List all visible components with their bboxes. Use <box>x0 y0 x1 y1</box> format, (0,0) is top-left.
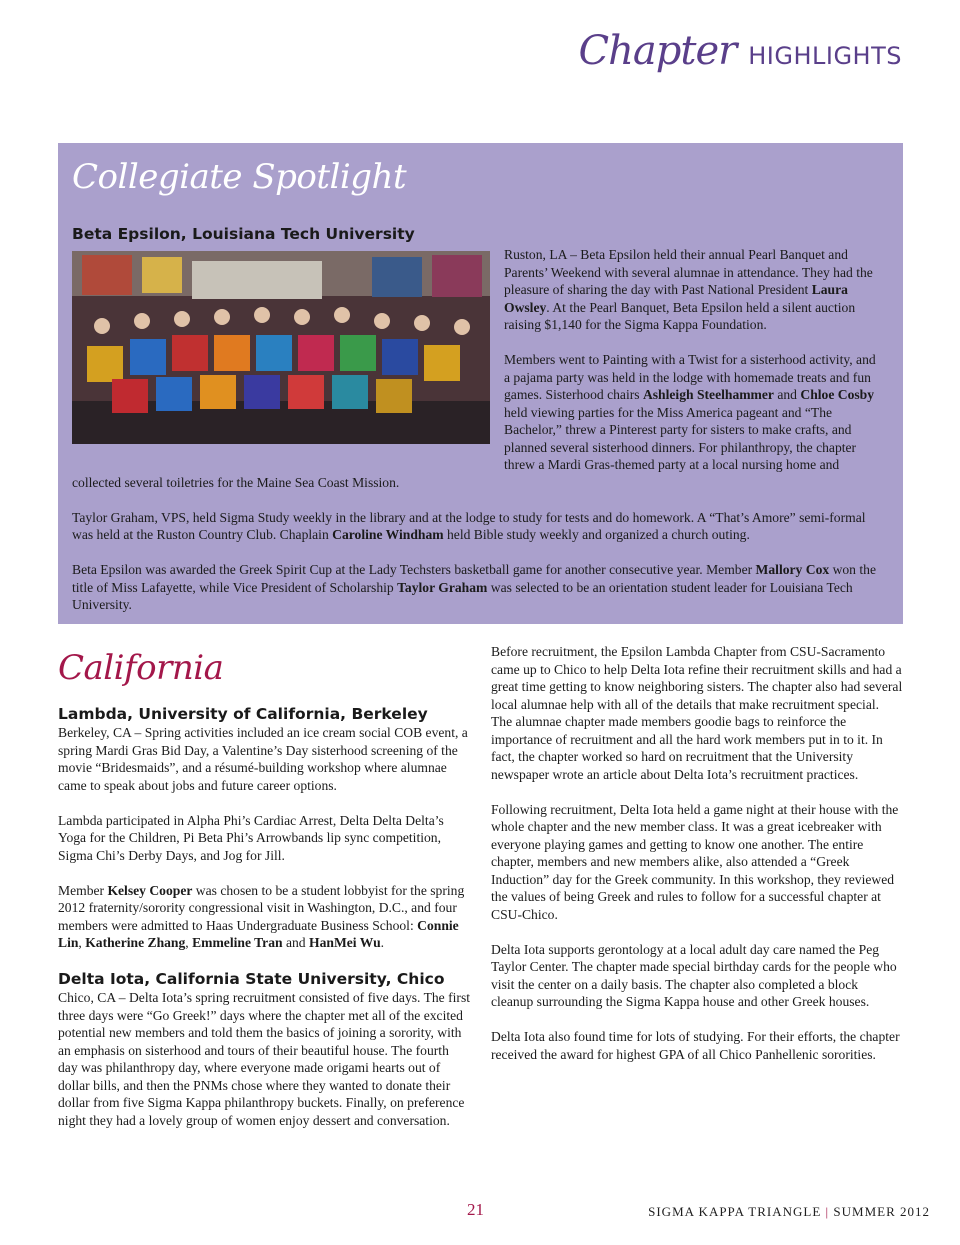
bold-name: Katherine Zhang <box>85 935 186 950</box>
page-header <box>579 28 902 74</box>
text-run: . At the Pearl Banquet, Beta Epsilon held a silent auction raising $1,140 for the Sigma Kappa Foundation. <box>504 299 856 332</box>
spotlight-paragraph-4 <box>72 561 882 614</box>
spotlight-paragraph-3 <box>72 509 882 544</box>
text-run: and <box>773 387 801 402</box>
header-caps-word: HIGHLIGHTS <box>748 42 902 70</box>
text-run: . <box>380 935 385 950</box>
lambda-paragraph-3 <box>58 882 470 952</box>
bold-name: Emmeline Tran <box>192 935 283 950</box>
delta-iota-paragraph-2: Before recruitment, the Epsilon Lambda Chapter from CSU-Sacramento came up to Chico to help Delta Iota refine their recruitment skills and had a great time getting to know neighboring sisters. The chapter also had several local alumnae help with all of the details that make recruitment special. The alumnae chapter made members goodie bags to reinforce the importance of recruitment and all the hard work members put in to it. In fact, the chapter worked so hard on recruitment that the University newspaper wrote an article about Delta Iota’s recruitment practices. <box>491 644 903 782</box>
footer-separator: | <box>825 1204 830 1219</box>
lambda-paragraph-2: Lambda participated in Alpha Phi’s Cardiac Arrest, Delta Delta Delta’s Yoga for the Children, Pi Beta Phi’s Arrowbands lip sync competition, Sigma Chi’s Derby Days, and Jog for Jill. <box>58 812 444 863</box>
bold-name: Mallory Cox <box>755 562 830 577</box>
lambda-paragraph-1: Berkeley, CA – Spring activities included an ice cream social COB event, a spring Mardi Gras Bid Day, a Valentine’s Day sisterhood screening of the movie “Bridesmaids”, and a résumé-building workshop where alumnae came to speak about jobs and future career options. <box>58 725 468 793</box>
header-script-word: Chapter <box>578 28 737 74</box>
text-run: held viewing parties for the Miss America pageant and “The Bachelor,” threw a Pinterest party for sisters to make crafts, and planned several sisterhood dinners. For philanthropy, the chapter threw a Mardi Gras-themed party at a local nursing home and collected several toiletries for the Maine Sea Coast Mission. <box>72 404 857 490</box>
text-run: , <box>78 935 86 950</box>
text-run: Beta Epsilon was awarded the Greek Spirit Cup at the Lady Techsters basketball game for another consecutive year. Member <box>72 562 756 577</box>
bold-name: Connie Lin <box>58 917 459 950</box>
issue-label: SUMMER 2012 <box>833 1204 930 1219</box>
delta-iota-heading: Delta Iota, California State University, Chico <box>58 970 445 988</box>
delta-iota-paragraph-4: Delta Iota supports gerontology at a local adult day care named the Peg Taylor Center. The chapter made special birthday cards for the people who visit the center on a daily basis. The chapter also completed a block cleanup surrounding the Sigma Kappa house and other Greek houses. <box>491 941 897 1009</box>
text-run: Members went to Painting with a Twist for a sisterhood activity, and a pajama party was held in the lodge with homemade treats and fun games. Sisterhood chairs <box>504 352 876 402</box>
right-column <box>491 643 903 1081</box>
text-run: , <box>185 935 193 950</box>
left-column <box>58 704 470 1147</box>
spotlight-subtitle: Beta Epsilon, Louisiana Tech University <box>72 225 415 243</box>
page-number: 21 <box>467 1200 484 1219</box>
text-run: was selected to be an orientation student leader for Louisiana Tech University. <box>72 579 853 612</box>
text-run: won the title of Miss Lafayette, while Vice President of Scholarship <box>72 562 876 595</box>
delta-iota-paragraph-1: Chico, CA – Delta Iota’s spring recruitment consisted of five days. The first three days were “Go Greek!” days where the chapter met all of the excited potential new members and told them the basics of joining a sorority, with an emphasis on sisterhood and tours of their beautiful house. The fourth day was philanthropy day, where everyone made origami hearts out of dollar bills, and then the PNMs chose where they wanted to donate their dollar from five Sigma Kappa philanthropy buckets. Finally, on preference night they had a lovely group of women enjoy dessert and conversation. <box>58 990 471 1128</box>
text-run: was chosen to be a student lobbyist for the spring 2012 fraternity/sorority congressional visit in Washington, D.C., and four members were admitted to Haas Undergraduate Business School: <box>58 882 465 933</box>
text-run: Taylor Graham, VPS, held Sigma Study weekly in the library and at the lodge to study for tests and do homework. A “That’s Amore” semi-formal was held at the Ruston Country Club. Chaplain <box>72 509 866 542</box>
photo-float-spacer <box>72 246 504 468</box>
bold-name: Kelsey Cooper <box>107 882 193 898</box>
text-run: and <box>282 935 310 950</box>
spotlight-title: Collegiate Spotlight <box>72 157 407 197</box>
delta-iota-paragraph-5: Delta Iota also found time for lots of studying. For their efforts, the chapter received the award for highest GPA of all Chico Panhellenic sororities. <box>491 1029 900 1062</box>
bold-name: Taylor Graham <box>397 579 488 595</box>
bold-name: Ashleigh Steelhammer <box>642 387 774 402</box>
text-run: Member <box>58 882 108 898</box>
delta-iota-paragraph-3: Following recruitment, Delta Iota held a game night at their house with the whole chapter and the new member class. It was a great icebreaker with everyone playing games and getting to know one another. The entire chapter, members and new members alike, also attended a “Greek Induction” day for the Greek community. In this workshop, they reviewed the values of being Greek and rules to follow for a successful chapter at CSU-Chico. <box>491 801 899 922</box>
text-run: held Bible study weekly and organized a church outing. <box>443 527 750 542</box>
text-run: Ruston, LA – Beta Epsilon held their annual Pearl Banquet and Parents’ Weekend with several alumnae in attendance. They had the pleasure of sharing the day with Past National President <box>504 247 873 297</box>
spotlight-body <box>72 246 882 631</box>
magazine-footer <box>648 1204 930 1220</box>
magazine-name: SIGMA KAPPA TRIANGLE <box>648 1204 822 1219</box>
bold-name: Caroline Windham <box>332 527 444 542</box>
lambda-heading: Lambda, University of California, Berkeley <box>58 705 428 723</box>
bold-name: Chloe Cosby <box>800 387 875 402</box>
collegiate-spotlight-box <box>58 143 903 624</box>
california-title: California <box>58 648 224 688</box>
bold-name: HanMei Wu <box>309 935 381 950</box>
bold-name: Laura Owsley <box>504 282 848 315</box>
